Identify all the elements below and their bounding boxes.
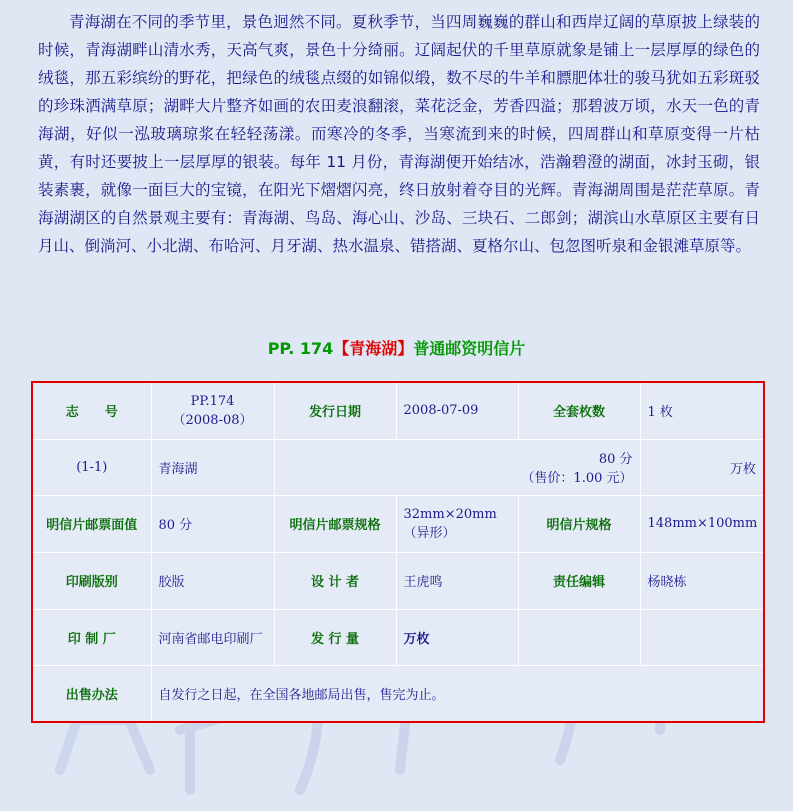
table-row (32, 552, 764, 609)
sale-method-value: 自发行之日起，在全国各地邮局出售，售完为止。 (151, 665, 764, 722)
designer-label: 设 计 者 (274, 552, 396, 609)
card-size-value: 148mm×100mm (640, 495, 764, 552)
stamp-size-label: 明信片邮票规格 (274, 495, 396, 552)
postcard-info-table (31, 381, 765, 723)
empty-cell (640, 609, 764, 665)
postcard-caption (0, 336, 793, 359)
table-row (32, 609, 764, 665)
table-row (32, 495, 764, 552)
zhihao-value (151, 382, 274, 439)
item-quantity: 万枚 (640, 439, 764, 495)
editor-label: 责任编辑 (518, 552, 640, 609)
zhihao-value-line2: （2008-08） (172, 412, 253, 428)
issue-date-label: 发行日期 (274, 382, 396, 439)
set-count-label: 全套枚数 (518, 382, 640, 439)
item-price (274, 439, 640, 495)
stamp-face-value: 80 分 (151, 495, 274, 552)
table-row (32, 439, 764, 495)
item-face-value: 80 分 (598, 452, 633, 467)
table-row (32, 382, 764, 439)
card-size-label: 明信片规格 (518, 495, 640, 552)
item-sale-price: （售价：1.00 元） (521, 471, 633, 486)
caption-highlight: 【青海湖】 (333, 339, 414, 358)
volume-label: 发 行 量 (274, 609, 396, 665)
print-type-value: 胶版 (151, 552, 274, 609)
designer-value: 王虎鸣 (396, 552, 518, 609)
set-count-value: 1 枚 (640, 382, 764, 439)
sale-method-label: 出售办法 (32, 665, 151, 722)
stamp-face-label: 明信片邮票面值 (32, 495, 151, 552)
caption-suffix: 普通邮资明信片 (413, 339, 526, 358)
item-number: (1-1) (32, 439, 151, 495)
editor-value: 杨晓栋 (640, 552, 764, 609)
printer-label: 印 制 厂 (32, 609, 151, 665)
printer-value: 河南省邮电印刷厂 (151, 609, 274, 665)
item-name: 青海湖 (151, 439, 274, 495)
issue-date-value: 2008-07-09 (396, 382, 518, 439)
print-type-label: 印刷版别 (32, 552, 151, 609)
empty-cell (518, 609, 640, 665)
zhihao-label: 志 号 (32, 382, 151, 439)
stamp-size-value: 32mm×20mm（异形） (396, 495, 518, 552)
zhihao-value-line1: PP.174 (190, 393, 235, 409)
table-row (32, 665, 764, 722)
volume-value: 万枚 (396, 609, 518, 665)
intro-paragraph: 青海湖在不同的季节里，景色迥然不同。夏秋季节，当四周巍巍的群山和西岸辽阔的草原披上绿装的时候，青海湖畔山清水秀，天高气爽，景色十分绮丽。辽阔起伏的千里草原就象是铺上一层厚厚的绿色的绒毯，那五彩缤纷的野花，把绿色的绒毯点缀的如锦似缎，数不尽的牛羊和膘肥体壮的骏马犹如五彩斑驳的珍珠洒满草原；湖畔大片整齐如画的农田麦浪翻滚，菜花泛金，芳香四溢；那碧波万顷，水天一色的青海湖，好似一泓玻璃琼浆在轻轻荡漾。而寒冷的冬季，当寒流到来的时候，四周群山和草原变得一片枯黄，有时还要披上一层厚厚的银装。每年 11 月份，青海湖便开始结冰，浩瀚碧澄的湖面，冰封玉砌，银装素裹，就像一面巨大的宝镜，在阳光下熠熠闪亮，终日放射着夺目的光辉。青海湖周围是茫茫草原。青海湖湖区的自然景观主要有：青海湖、鸟岛、海心山、沙岛、三块石、二郎剑；湖滨山水草原区主要有日月山、倒淌河、小北湖、布哈河、月牙湖、热水温泉、错搭湖、夏格尔山、包忽图听泉和金银滩草原等。 (38, 13, 760, 255)
caption-prefix: PP. 174 (267, 339, 334, 358)
